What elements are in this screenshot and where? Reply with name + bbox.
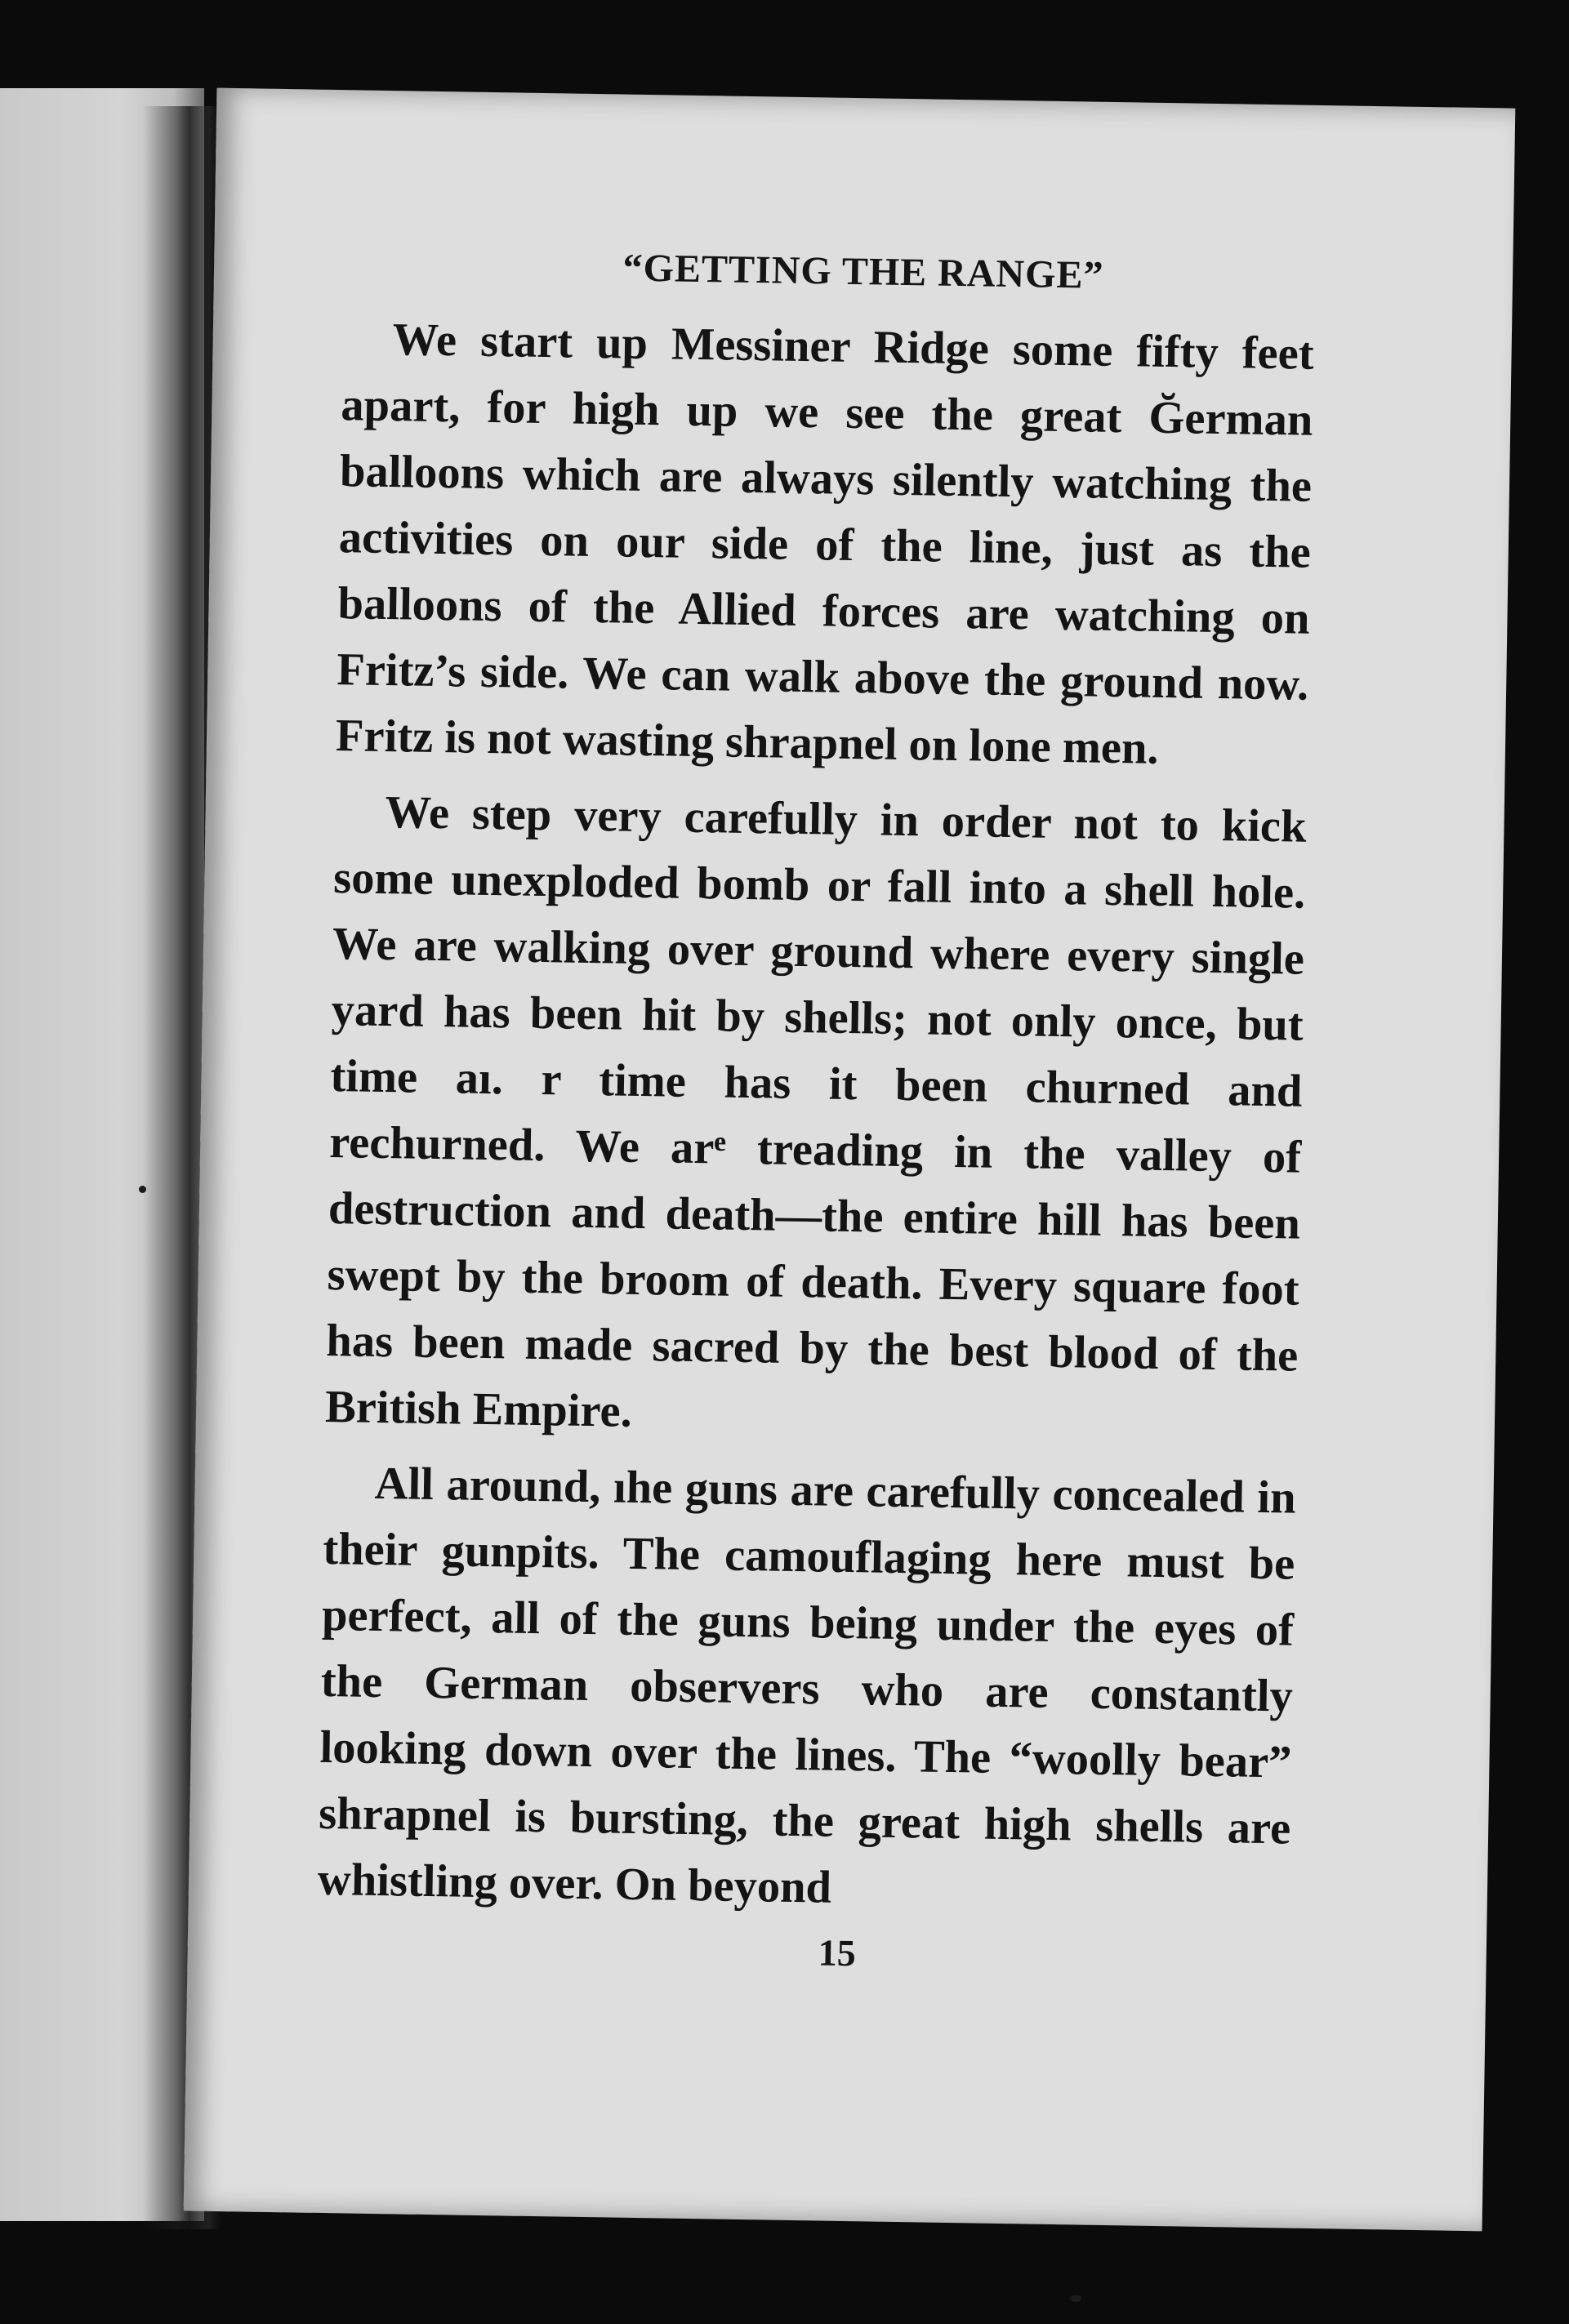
page-number: 15	[818, 1931, 857, 1975]
dust-speck	[1070, 2295, 1081, 2302]
paragraph-1: We start up Messiner Ridge some fifty feet apart, for high up we see the great Ğerman balloons which are always silently watching the activities on our side of the line, just as the balloons of the Allied forces are watching on Fritz’s side. We can walk above the ground now. Fritz is not wasting shrapnel on lone men.	[335, 314, 1315, 774]
page-body	[317, 306, 1314, 1938]
dust-speck	[139, 1186, 146, 1193]
book-page	[184, 88, 1516, 2232]
running-head: “GETTING THE RANGE”	[622, 246, 1104, 297]
paragraph-3: All around, ıhe guns are carefully concealed in their gunpits. The camouflaging here must be perfect, all of the guns being under the eyes of the German observers who are constantly looking down over the lines. The “woolly bear” shrapnel is bursting, the great high shells are whistling over. On beyond	[317, 1458, 1297, 1913]
paragraph-2: We step very carefully in order not to kick some unexploded bomb or fall into a shell hole. We are walking over ground where every single yard has been hit by shells; not only once, but time aı. r time has it been churned and rechurned. We arͤ treading in the valley of destruction and death—the entire hill has been swept by the broom of death. Every square foot has been made sacred by the best blood of the British Empire.	[324, 787, 1307, 1437]
